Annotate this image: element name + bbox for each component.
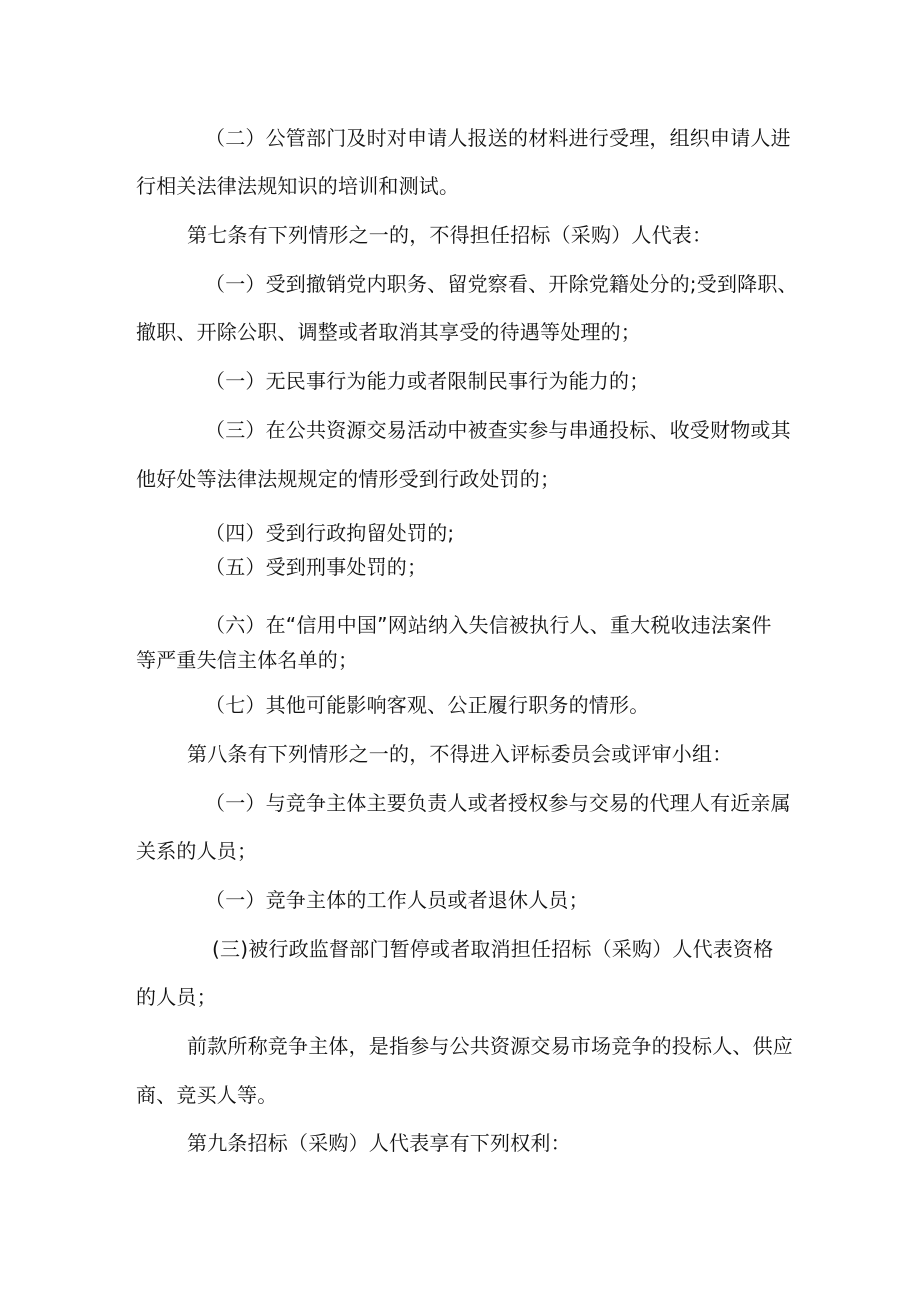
article-7-heading: 第七条有下列情形之一的，不得担任招标（采购）人代表： — [187, 223, 713, 247]
article-8-item-3-line-1: (三)被行政监督部门暂停或者取消担任招标（采购）人代表资格 — [212, 937, 774, 961]
article-8-item-2: （一）竞争主体的工作人员或者退休人员； — [205, 888, 589, 912]
article-7-item-7: （七）其他可能影响客观、公正履行职务的情形。 — [205, 693, 650, 717]
article-7-item-5: （五）受到刑事处罚的； — [205, 555, 428, 579]
article-8-item-1-line-2: 关系的人员； — [136, 839, 258, 863]
article-7-item-3-line-2: 他好处等法律法规规定的情形受到行政处罚的； — [136, 467, 561, 491]
article-8-item-1-line-1: （一）与竞争主体主要负责人或者授权参与交易的代理人有近亲属 — [205, 791, 791, 815]
article-7-item-2: （一）无民事行为能力或者限制民事行为能力的； — [205, 369, 650, 393]
paragraph-2-line-1: （二）公管部门及时对申请人报送的材料进行受理，组织申请人进 — [205, 126, 791, 150]
competitor-definition-line-2: 商、竞买人等。 — [136, 1083, 278, 1107]
article-7-item-1-line-2: 撤职、开除公职、调整或者取消其享受的待遇等处理的； — [136, 320, 641, 344]
article-7-item-6-line-1: （六）在“信用中国”网站纳入失信被执行人、重大税收违法案件 — [205, 613, 772, 637]
article-8-heading: 第八条有下列情形之一的，不得进入评标委员会或评审小组： — [187, 742, 733, 766]
article-7-item-1-line-1: （一）受到撤销党内职务、留党察看、开除党籍处分的;受到降职、 — [205, 272, 798, 296]
article-7-item-4: （四）受到行政拘留处罚的; — [205, 521, 455, 545]
paragraph-2-line-2: 行相关法律法规知识的培训和测试。 — [136, 174, 460, 198]
article-8-item-3-line-2: 的人员； — [136, 985, 217, 1009]
article-9-heading: 第九条招标（采购）人代表享有下列权利： — [187, 1131, 571, 1155]
article-7-item-6-line-2: 等严重失信主体名单的； — [136, 648, 359, 672]
competitor-definition-line-1: 前款所称竞争主体，是指参与公共资源交易市场竞争的投标人、供应 — [187, 1034, 793, 1058]
article-7-item-3-line-1: （三）在公共资源交易活动中被查实参与串通投标、收受财物或其 — [205, 418, 791, 442]
